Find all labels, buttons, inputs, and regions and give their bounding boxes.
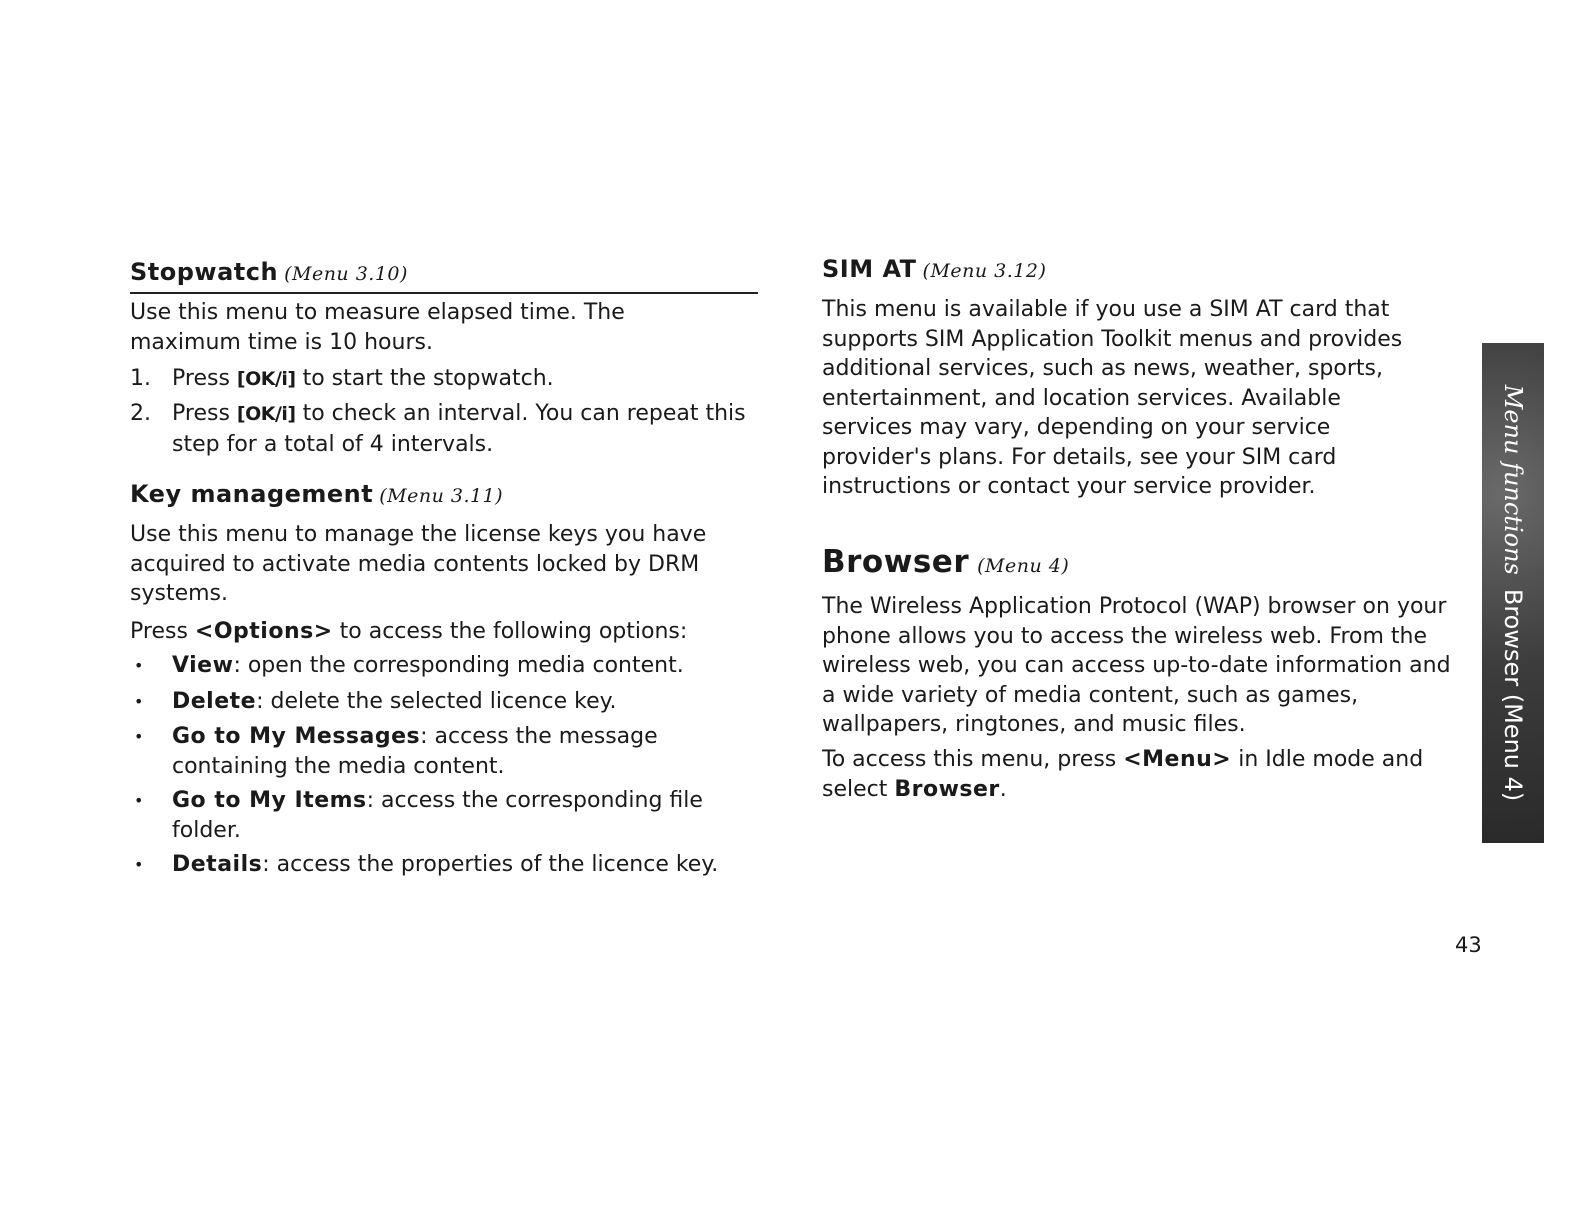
step-text-pre: Press	[172, 366, 237, 391]
side-tab-subsection: Browser (Menu 4)	[1499, 588, 1527, 802]
option-details	[130, 850, 770, 880]
access-text-mid: in Idle mode and select	[822, 747, 1424, 802]
bullet-icon: •	[134, 692, 144, 711]
press-text-post: to access the following options:	[332, 619, 688, 644]
browser-heading	[822, 544, 1069, 580]
sim-at-heading	[822, 255, 1046, 283]
ok-key-label: [OK/i]	[236, 368, 296, 390]
bullet-icon: •	[134, 855, 144, 874]
key-management-menu-ref: (Menu 3.11)	[379, 485, 504, 507]
chapter-side-tab	[1482, 343, 1544, 843]
sim-at-title: SIM AT	[822, 255, 917, 283]
access-text-pre: To access this menu, press	[822, 747, 1124, 772]
browser-menu-name: Browser	[894, 776, 1000, 802]
key-management-heading	[130, 480, 503, 508]
browser-title: Browser	[822, 544, 970, 580]
stopwatch-step-1	[130, 364, 760, 395]
option-view	[130, 651, 760, 681]
stopwatch-title: Stopwatch	[130, 258, 279, 286]
browser-menu-ref: (Menu 4)	[977, 555, 1070, 577]
option-name: Delete	[172, 689, 257, 714]
option-name: Details	[172, 852, 263, 877]
step-text-pre: Press	[172, 401, 237, 426]
side-tab-text	[1499, 385, 1527, 802]
bullet-icon: •	[134, 791, 144, 810]
step-number: 2.	[130, 401, 151, 426]
stopwatch-menu-ref: (Menu 3.10)	[284, 263, 408, 285]
option-name: Go to My Items	[172, 788, 367, 813]
option-name: View	[172, 653, 234, 678]
step-text-post: to start the stopwatch.	[295, 366, 554, 391]
key-management-title: Key management	[130, 480, 374, 508]
step-text-post: to check an interval. You can repeat this step for a total of 4 intervals.	[172, 401, 746, 457]
option-go-to-my-items	[130, 786, 740, 845]
press-text-pre: Press	[130, 619, 195, 644]
bullet-icon: •	[134, 727, 144, 746]
option-desc: : delete the selected licence key.	[256, 689, 617, 714]
access-text-end: .	[999, 776, 1007, 802]
option-name: Go to My Messages	[172, 724, 421, 749]
stopwatch-intro: Use this menu to measure elapsed time. The maximum time is 10 hours.	[130, 300, 625, 355]
option-delete	[130, 687, 760, 717]
bullet-icon: •	[134, 656, 144, 675]
page-number: 43	[1455, 933, 1482, 957]
stopwatch-step-2	[130, 399, 760, 459]
browser-access-line	[822, 745, 1452, 804]
stopwatch-heading-rule	[130, 292, 758, 294]
key-management-press-line	[130, 617, 770, 647]
sim-at-menu-ref: (Menu 3.12)	[922, 260, 1047, 282]
key-management-intro: Use this menu to manage the license keys you have acquired to activate media contents locked by DRM systems.	[130, 522, 707, 606]
option-desc: : open the corresponding media content.	[233, 653, 684, 678]
option-desc: : access the properties of the licence key.	[262, 852, 719, 877]
option-go-to-my-messages	[130, 722, 710, 781]
browser-text: The Wireless Application Protocol (WAP) browser on your phone allows you to access the wireless web. From the wireless web, you can access up-to-date information and a wide variety of media content, such as games, wallpapers, ringtones, and music files.	[822, 594, 1451, 737]
sim-at-text: This menu is available if you use a SIM AT card that supports SIM Application Toolkit menus and provides additional services, such as news, weather, sports, entertainment, and location services. Available services may vary, depending on your service provider's plans. For details, see your SIM card instructions or contact your service provider.	[822, 297, 1403, 499]
side-tab-section: Menu functions	[1499, 384, 1527, 575]
option-desc: : access the corresponding file folder.	[172, 788, 703, 843]
ok-key-label: [OK/i]	[236, 403, 296, 425]
step-number: 1.	[130, 366, 151, 391]
options-softkey-label: <Options>	[194, 619, 333, 644]
stopwatch-heading	[130, 258, 408, 286]
menu-softkey-label: <Menu>	[1123, 747, 1232, 772]
option-desc: : access the message containing the media content.	[172, 724, 658, 779]
